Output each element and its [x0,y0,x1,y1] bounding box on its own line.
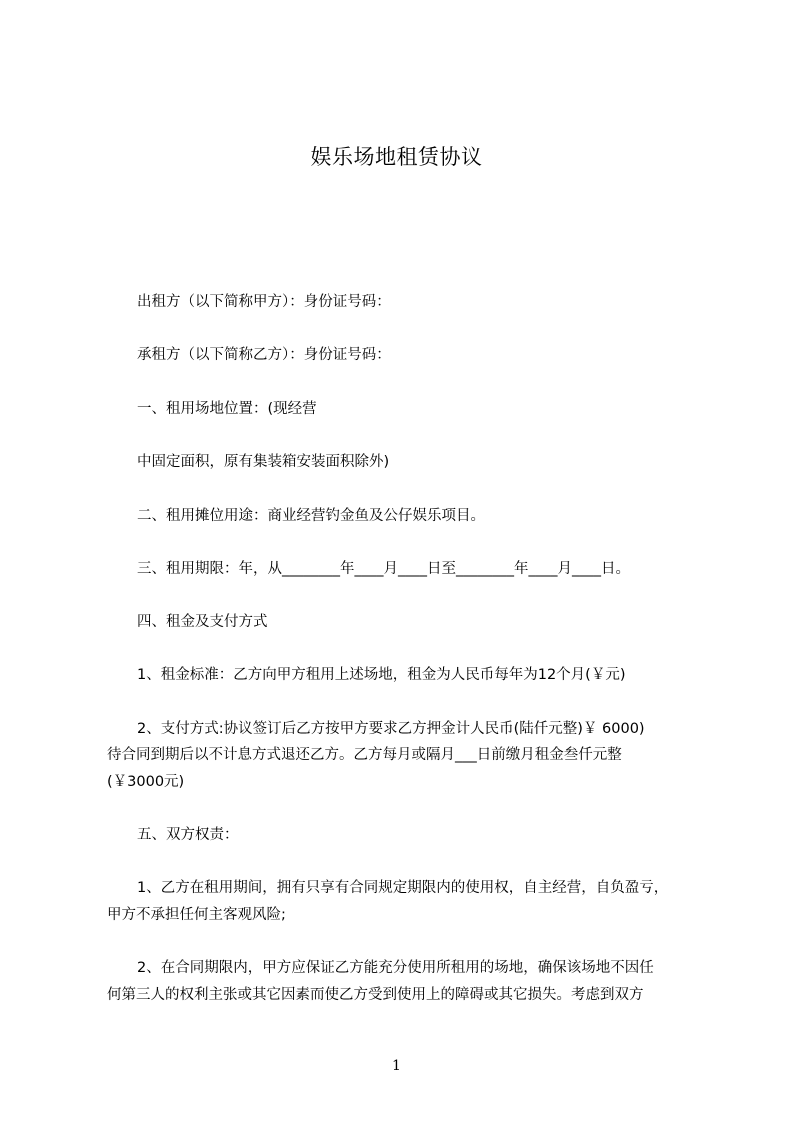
section-2-purpose: 二、租用摊位用途：商业经营钓金鱼及公仔娱乐项目。 [137,508,485,524]
clause-5-2-cont: 何第三人的权利主张或其它因素而使乙方受到使用上的障碍或其它损失。考虑到双方 [107,987,644,1003]
section-5-heading: 五、双方权责： [137,827,239,843]
section-3-term: 三、租用期限：年，从________年____月____日至________年____月____日。 [137,561,630,577]
clause-5-1: 1、乙方在租用期间，拥有只享有合同规定期限内的使用权，自主经营，自负盈亏， [137,880,669,896]
clause-5-1-cont: 甲方不承担任何主客观风险; [107,907,286,923]
section-4-heading: 四、租金及支付方式 [137,614,268,630]
section-1-location: 一、租用场地位置：(现经营 [137,401,317,417]
clause-4-2-payment: 2、支付方式:协议签订后乙方按甲方要求乙方押金计人民币(陆仟元整)￥ 6000) [137,721,645,737]
section-1-area: 中固定面积，原有集装箱安装面积除外) [137,454,390,470]
lessor-line: 出租方（以下简称甲方）：身份证号码： [137,294,391,310]
clause-4-2-payment-cont: 待合同到期后以不计息方式退还乙方。乙方每月或隔月___日前缴月租金叁仟元整 [107,747,622,763]
clause-4-1-rent-standard: 1、租金标准：乙方向甲方租用上述场地，租金为人民币每年为12个月(￥元) [137,667,626,683]
clause-4-2-amount: (￥3000元) [107,774,185,790]
document-title: 娱乐场地租赁协议 [310,145,483,169]
page-number: 1 [392,1058,401,1074]
clause-5-2: 2、在合同期限内，甲方应保证乙方能充分使用所租用的场地，确保该场地不因任 [137,960,654,976]
lessee-line: 承租方（以下简称乙方）：身份证号码： [137,347,391,363]
